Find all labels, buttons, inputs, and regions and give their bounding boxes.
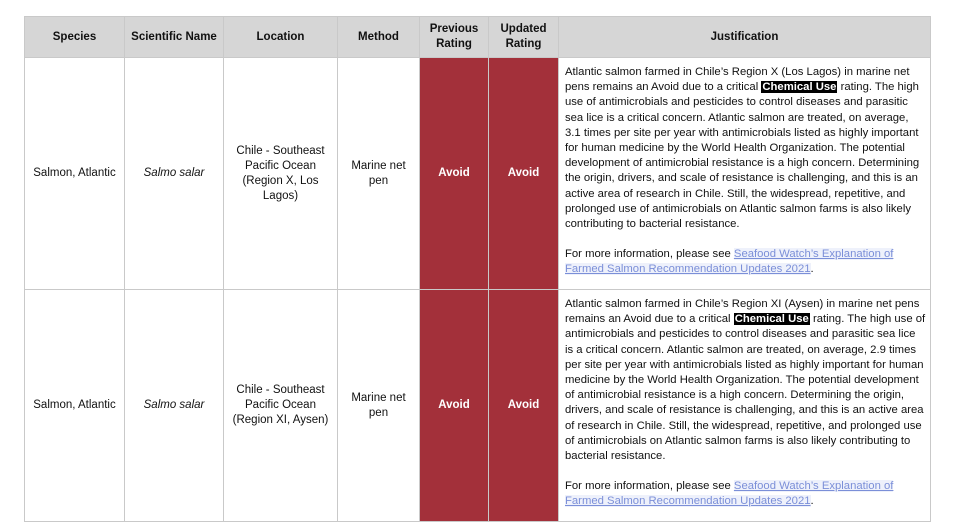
scientific-name-cell: Salmo salar bbox=[125, 58, 224, 290]
header-location: Location bbox=[224, 17, 338, 58]
scientific-name-cell: Salmo salar bbox=[125, 290, 224, 522]
header-scientific-name: Scientific Name bbox=[125, 17, 224, 58]
species-cell: Salmon, Atlantic bbox=[25, 58, 125, 290]
header-updated-rating: Updated Rating bbox=[489, 17, 559, 58]
justification-text-before: Atlantic salmon farmed in Chile’s Region XI (Aysen) in marine net pens remains an Avoid due to a critical bbox=[565, 298, 920, 326]
location-cell: Chile - Southeast Pacific Ocean (Region XI, Aysen) bbox=[224, 290, 338, 522]
justification-text-after: rating. The high use of antimicrobials and pesticides to control diseases and parasitic sea lice is a critical concern. Atlantic salmon are treated, on average, 2.9 times per site per year with antimicrobials listed as highly important for human medicine by the World Health Organization. The potential development of antimicrobial resistance is a high concern. Determining the origin, drivers, and scale of resistance is challenging, and this is an active area of research in Chile. Still, the widespread, repetitive, and prolonged use of antimicrobials on Atlantic salmon farms is also likely contributing to bacterial resistance. bbox=[565, 313, 926, 463]
table-row bbox=[25, 58, 931, 290]
header-previous-rating: Previous Rating bbox=[420, 17, 489, 58]
updated-rating-cell: Avoid bbox=[489, 290, 559, 522]
explanation-link[interactable]: Seafood Watch’s Explanation of Farmed Salmon Recommendation Updates 2021 bbox=[565, 248, 894, 276]
more-info-line bbox=[565, 247, 926, 277]
header-species: Species bbox=[25, 17, 125, 58]
method-cell: Marine net pen bbox=[338, 58, 420, 290]
more-info-suffix: . bbox=[810, 263, 814, 276]
explanation-link[interactable]: Seafood Watch’s Explanation of Farmed Salmon Recommendation Updates 2021 bbox=[565, 480, 894, 508]
previous-rating-cell: Avoid bbox=[420, 290, 489, 522]
more-info-prefix: For more information, please see bbox=[565, 480, 734, 493]
header-method: Method bbox=[338, 17, 420, 58]
table-row bbox=[25, 290, 931, 522]
method-cell: Marine net pen bbox=[338, 290, 420, 522]
justification-cell bbox=[559, 58, 931, 290]
more-info-prefix: For more information, please see bbox=[565, 248, 734, 261]
species-cell: Salmon, Atlantic bbox=[25, 290, 125, 522]
ratings-table-container bbox=[24, 16, 930, 522]
justification-text-before: Atlantic salmon farmed in Chile’s Region X (Los Lagos) in marine net pens remains an Avoid due to a critical bbox=[565, 66, 910, 94]
updated-rating-cell: Avoid bbox=[489, 58, 559, 290]
header-justification: Justification bbox=[559, 17, 931, 58]
ratings-table bbox=[24, 16, 931, 522]
justification-text-after: rating. The high use of antimicrobials and pesticides to control diseases and parasitic sea lice is a critical concern. Atlantic salmon are treated, on average, 3.1 times per site per year with antimicrobials listed as highly important for human medicine by the World Health Organization. The potential development of antimicrobial resistance is a high concern. Determining the origin, drivers, and scale of resistance is challenging, and this is an active area of research in Chile. Still, the widespread, repetitive, and prolonged use of antimicrobials on Atlantic salmon farms is also likely contributing to bacterial resistance. bbox=[565, 81, 920, 231]
more-info-suffix: . bbox=[810, 495, 814, 508]
previous-rating-cell: Avoid bbox=[420, 58, 489, 290]
header-row bbox=[25, 17, 931, 58]
more-info-line bbox=[565, 479, 926, 509]
chemical-use-highlight: Chemical Use bbox=[762, 81, 837, 94]
justification-cell bbox=[559, 290, 931, 522]
location-cell: Chile - Southeast Pacific Ocean (Region X, Los Lagos) bbox=[224, 58, 338, 290]
chemical-use-highlight: Chemical Use bbox=[734, 313, 809, 326]
